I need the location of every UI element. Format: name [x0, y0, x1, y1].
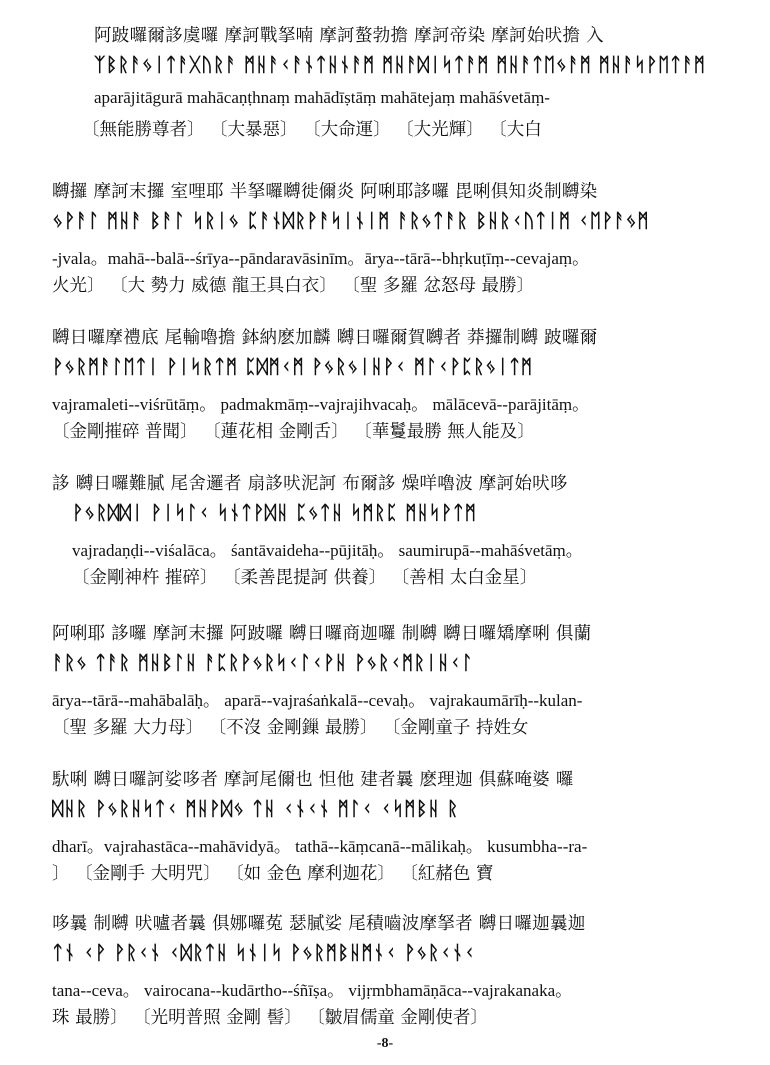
chinese-transliteration-line: 嚩日囉摩禮底 尾輸嚕擔 鉢納麽加麟 嚩日囉爾賀嚩者 莽攞制嚩 跛囉爾 [52, 328, 598, 348]
siddham-script-line: ᛉᛒᚱᚨᛃᛁᛏᚨᚷᚢᚱᚨ ᛗᚺᚨᚲᚨᚾᛏᚺᚾᚨᛗ ᛗᚺᚨᛞᛁᛋᛏᚨᛗ ᛗᚺᚨᛏᛖᛃᚨᛗ ᛗᚺᚨᛋᚹᛖᛏᚨᛗ [94, 54, 706, 76]
siddham-script-line: ᚹᛃᚱᛞᛞᛁ ᚹᛁᛋᛚᚲ ᛋᚾᛏᚹᛞᚺ ᛈᛃᛏᚺ ᛋᛗᚱᛈ ᛗᚺᛋᚹᛏᛗ [72, 502, 477, 524]
romanized-sanskrit-line: dharī。vajrahastāca--mahāvidyā。 tathā--kāṃcanā--mālikaḥ。 kusumbha--ra- [52, 837, 588, 856]
romanized-sanskrit-line: aparājitāgurā mahācaṇṭhnaṃ mahādīṣtāṃ mahātejaṃ mahāśvetāṃ- [94, 88, 550, 107]
chinese-transliteration-line: 阿唎耶 誃囉 摩訶末攞 阿跛囉 嚩日囉商迦囉 制嚩 嚩日囉矯摩唎 俱蘭 [52, 624, 592, 644]
siddham-script-line: ᛏᚾ ᚲᚹ ᚹᚱᚲᚾ ᚲᛞᚱᛏᚺ ᛋᚾᛁᛋ ᚹᛃᚱᛗᛒᚺᛗᚾᚲ ᚹᛃᚱᚲᚾᚲ [52, 942, 476, 964]
siddham-script-line: ᛃᚹᚨᛚ ᛗᚺᚨ ᛒᚨᛚ ᛋᚱᛁᛃ ᛈᚨᚾᛞᚱᚹᚨᛋᛁᚾᛁᛗ ᚨᚱᛃᛏᚨᚱ ᛒᚺᚱᚲᚢᛏᛁᛗ ᚲᛖᚹᚨᛃᛗ [52, 210, 650, 232]
page-number: -8- [376, 1036, 394, 1051]
siddham-script-line: ᛞᚺᚱ ᚹᛃᚱᚺᛋᛏᚲ ᛗᚺᚹᛞᛃ ᛏᚺ ᚲᚾᚲᚾ ᛗᛚᚲ ᚲᛋᛗᛒᚺ ᚱ [52, 798, 459, 820]
chinese-gloss-line: 珠 最勝〕 〔光明普照 金剛 髻〕 〔皺眉儒童 金剛使者〕 [52, 1008, 488, 1028]
chinese-gloss-line: 〔無能勝尊者〕 〔大暴惡〕 〔大命運〕 〔大光輝〕 〔大白 [82, 120, 542, 140]
chinese-gloss-line: 〔聖 多羅 大力母〕 〔不沒 金剛鏁 最勝〕 〔金剛童子 持姓女 [52, 718, 529, 738]
chinese-gloss-line: 〔金剛摧碎 普聞〕 〔蓮花相 金剛舌〕 〔華鬘最勝 無人能及〕 [52, 422, 535, 442]
chinese-transliteration-line: 馱唎 嚩日囉訶娑哆者 摩訶尾儞也 怛他 建者曩 麽理迦 俱蘇唵婆 囉 [52, 770, 574, 790]
chinese-gloss-line: 火光〕 〔大 勢力 威德 龍王具白衣〕 〔聖 多羅 忿怒母 最勝〕 [52, 276, 534, 296]
chinese-transliteration-line: 阿跛囉爾誃虞囉 摩訶戰拏喃 摩訶螯勃擔 摩訶帝染 摩訶始吠擔 入 [94, 26, 604, 46]
chinese-transliteration-line: 誃 嚩日囉難膩 尾舍邏者 扇誃吠泥訶 布爾誃 燥咩嚕波 摩訶始吠哆 [52, 474, 568, 494]
chinese-gloss-line: 〕 〔金剛手 大明咒〕 〔如 金色 摩利迦花〕 〔紅赭色 寶 [52, 864, 494, 884]
chinese-transliteration-line: 嚩攞 摩訶末攞 室哩耶 半拏囉嚩徙儞炎 阿唎耶誃囉 毘唎俱知炎制嚩染 [52, 182, 598, 202]
romanized-sanskrit-line: vajradaṇḍi--viśalāca。 śantāvaideha--pūjitāḥ。 saumirupā--mahāśvetāṃ。 [72, 541, 583, 560]
romanized-sanskrit-line: tana--ceva。 vairocana--kudārtho--śñīṣa。 vijṛmbhamāṇāca--vajrakanaka。 [52, 981, 573, 1000]
siddham-script-line: ᚨᚱᛃ ᛏᚨᚱ ᛗᚺᛒᛚᚺ ᚨᛈᚱᚹᛃᚱᛋᚲᛚᚲᚹᚺ ᚹᛃᚱᚲᛗᚱᛁᚺᚲᛚ [52, 652, 474, 674]
chinese-gloss-line: 〔金剛神杵 摧碎〕 〔柔善毘提訶 供養〕 〔善相 太白金星〕 [72, 568, 538, 588]
siddham-script-line: ᚹᛃᚱᛗᚨᛚᛖᛏᛁ ᚹᛁᛋᚱᛏᛗ ᛈᛞᛗᚲᛗ ᚹᛃᚱᛃᛁᚺᚹᚲ ᛗᛚᚲᚹᛈᚱᛃᛁᛏᛗ [52, 356, 533, 378]
chinese-transliteration-line: 哆曩 制嚩 吠嚧者曩 俱娜囉菟 瑟膩娑 尾積嚙波摩拏者 嚩日囉迦曩迦 [52, 914, 586, 934]
romanized-sanskrit-line: vajramaleti--viśrūtāṃ。 padmakmāṃ--vajrajihvacaḥ。 mālācevā--parājitāṃ。 [52, 395, 590, 414]
romanized-sanskrit-line: ārya--tārā--mahābalāḥ。 aparā--vajraśaṅkalā--cevaḥ。 vajrakaumārīḥ--kulan- [52, 691, 583, 710]
romanized-sanskrit-line: -jvala。mahā--balā--śrīya--pāndaravāsinīm。ārya--tārā--bhṛkuṭīṃ--cevajaṃ。 [52, 249, 590, 268]
